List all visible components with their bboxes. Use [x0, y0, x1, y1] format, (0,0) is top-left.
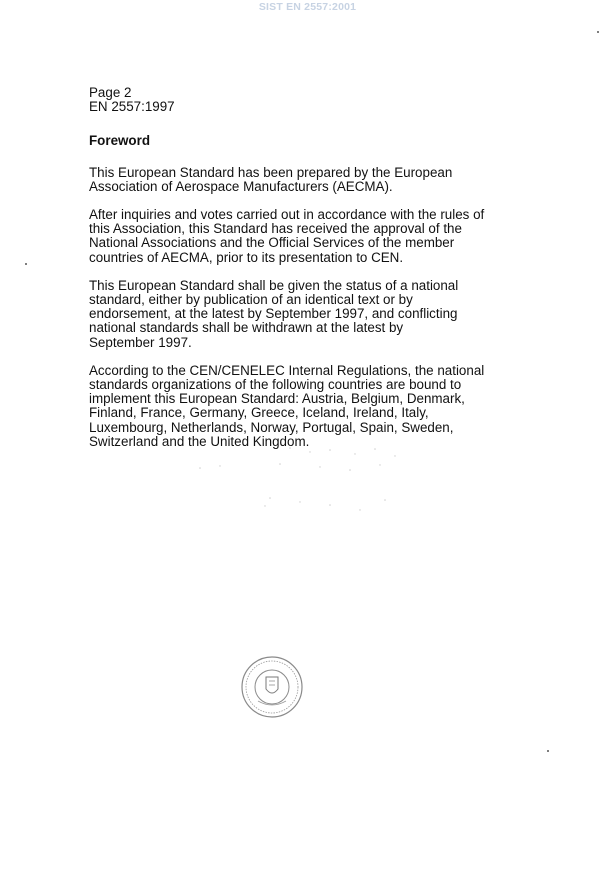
scan-speck: [25, 263, 27, 265]
foreword-paragraph-4: According to the CEN/CENELEC Internal Regulations, the national standards organizations of the following countries are bound to implement this European Standard: Austria, Belgium, Denmark, Finland, France, Germany, Greece, Iceland, Ireland, Italy, Luxembourg, Netherlands, Norway, Portugal, Spain, Sweden, Switzerland and the United Kingdom.: [89, 362, 485, 449]
scan-noise: [180, 440, 420, 520]
watermark: SIST EN 2557:2001: [258, 1, 357, 13]
library-stamp-icon: [240, 655, 304, 719]
foreword-paragraph-1: This European Standard has been prepared by the European Association of Aerospace Manufacturers (AECMA).: [89, 164, 453, 194]
foreword-paragraph-2: After inquiries and votes carried out in accordance with the rules of this Association, this Standard has received the approval of the National Associations and the Official Services of the member countries of AECMA, prior to its presentation to CEN.: [89, 207, 485, 265]
standard-number: EN 2557:1997: [89, 99, 175, 115]
scan-speck: [547, 750, 549, 752]
document-body: [89, 86, 559, 463]
foreword-heading: Foreword: [89, 133, 151, 149]
page-number: Page 2: [89, 85, 132, 100]
scan-speck: [597, 31, 599, 33]
foreword-paragraph-3: This European Standard shall be given the status of a national standard, either by publication of an identical text or by endorsement, at the latest by September 1997, and conflicting national standards shall be withdrawn at the latest by September 1997.: [89, 277, 459, 350]
